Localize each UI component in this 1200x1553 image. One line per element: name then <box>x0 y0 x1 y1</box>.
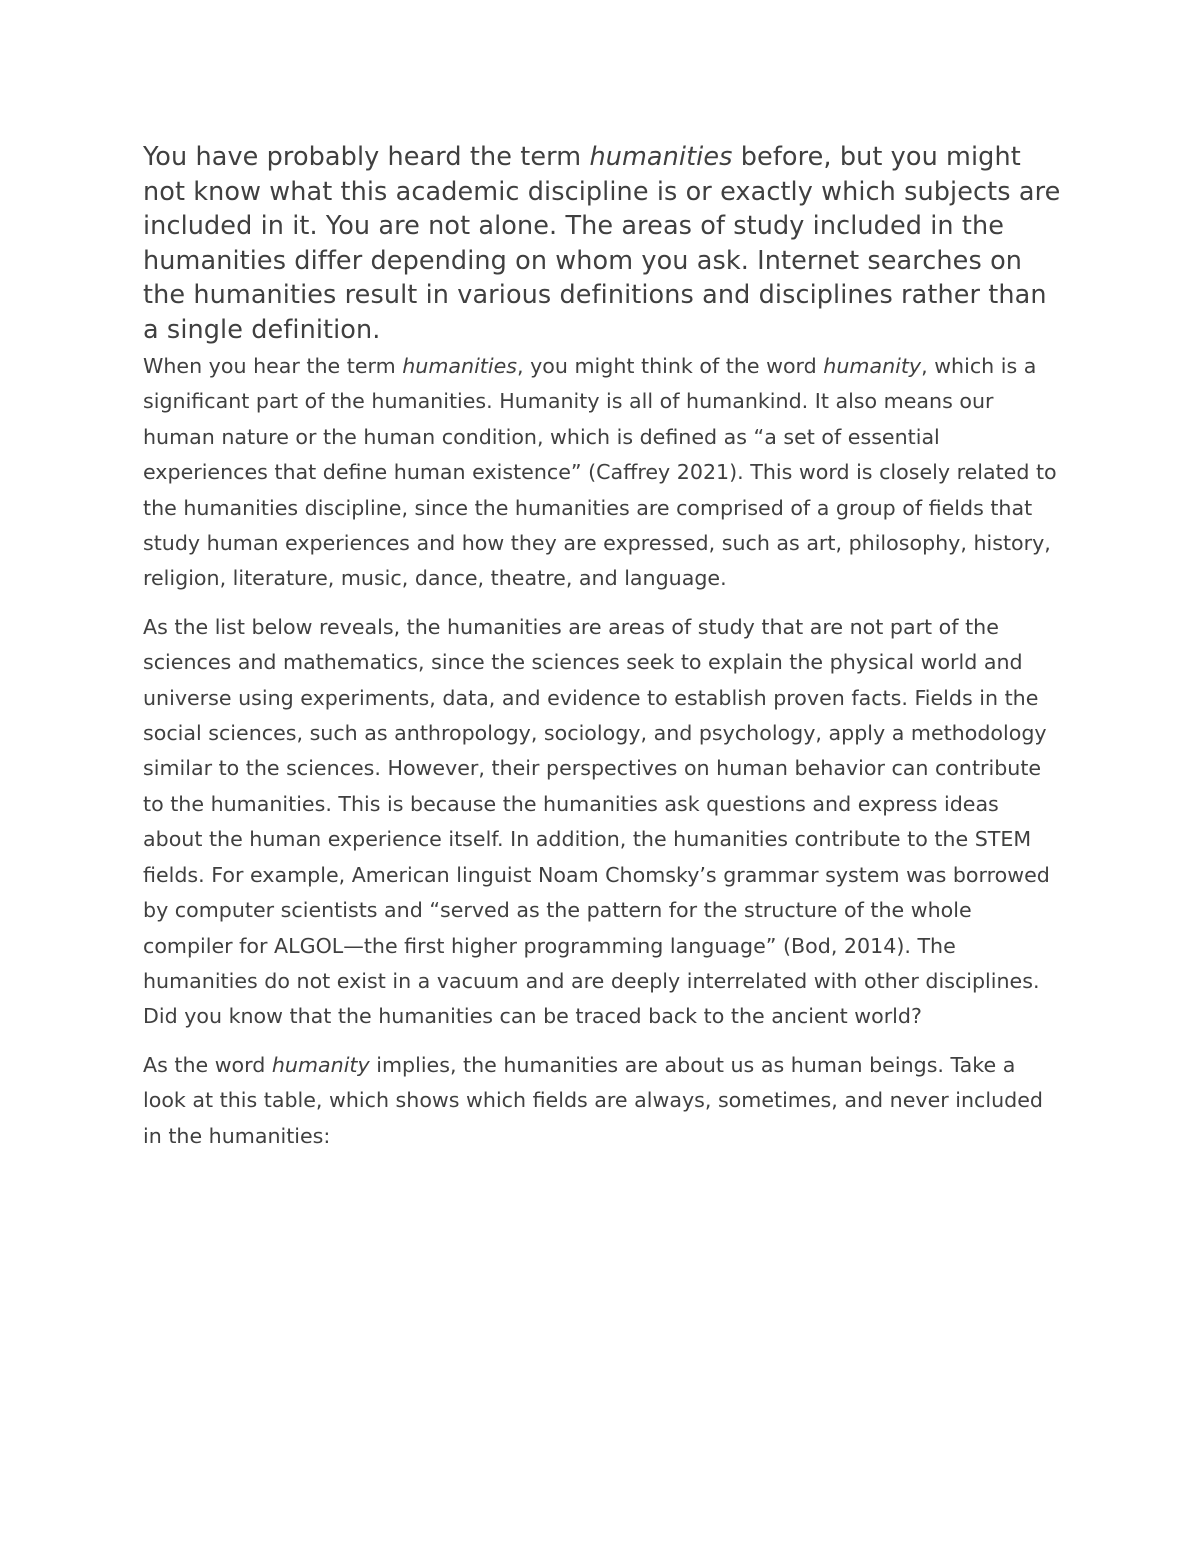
para1-emphasis-humanities: humanities <box>402 354 517 378</box>
paragraph-humanity-definition <box>143 349 1063 597</box>
intro-text-1: You have probably heard the term <box>143 142 590 172</box>
paragraph-sciences-comparison <box>143 610 1063 1035</box>
para3-text-2: implies, the humanities are about us as human beings. Take a look at this table, which shows which fields are always, sometimes, and never included in the humanities: <box>143 1052 1043 1148</box>
para3-text-1: As the word <box>143 1052 272 1077</box>
para1-text-3: , which is a significant part of the humanities. Humanity is all of humankind. It also means our human nature or the human condition, which is defined as “a set of essential experiences that define human existence” (Caffrey 2021). This word is closely related to the humanities discipline, since the humanities are comprised of a group of fields that study human experiences and how they are expressed, such as art, philosophy, history, religion, literature, music, dance, theatre, and language. <box>143 354 1057 591</box>
intro-text-2: before, but you might not know what this academic discipline is or exactly which subjects are included in it. You are not alone. The areas of study included in the humanities differ depending on whom you ask. Internet searches on the humanities result in various definitions and disciplines rather than a single definition. <box>143 142 1061 345</box>
para1-emphasis-humanity: humanity <box>823 354 922 378</box>
para3-emphasis-humanity: humanity <box>271 1052 370 1077</box>
para2-text: As the list below reveals, the humanities are areas of study that are not part of the sciences and mathematics, since the sciences seek to explain the physical world and universe using experiments, data, and evidence to establish proven facts. Fields in the social sciences, such as anthropology, sociology, and psychology, apply a methodology similar to the sciences. However, their perspectives on human behavior can contribute to the humanities. This is because the humanities ask questions and express ideas about the human experience itself. In addition, the humanities contribute to the STEM fields. For example, American linguist Noam Chomsky’s grammar system was borrowed by computer scientists and “served as the pattern for the structure of the whole compiler for ALGOL—the first higher programming language” (Bod, 2014). The humanities do not exist in a vacuum and are deeply interrelated with other disciplines. Did you know that the humanities can be traced back to the ancient world? <box>143 614 1050 1029</box>
intro-emphasis-humanities: humanities <box>589 142 733 172</box>
document-body <box>143 140 1063 1167</box>
paragraph-table-intro <box>143 1048 1063 1154</box>
para1-text-2: , you might think of the word <box>517 354 824 378</box>
para1-text-1: When you hear the term <box>143 354 403 378</box>
intro-paragraph <box>143 140 1063 347</box>
